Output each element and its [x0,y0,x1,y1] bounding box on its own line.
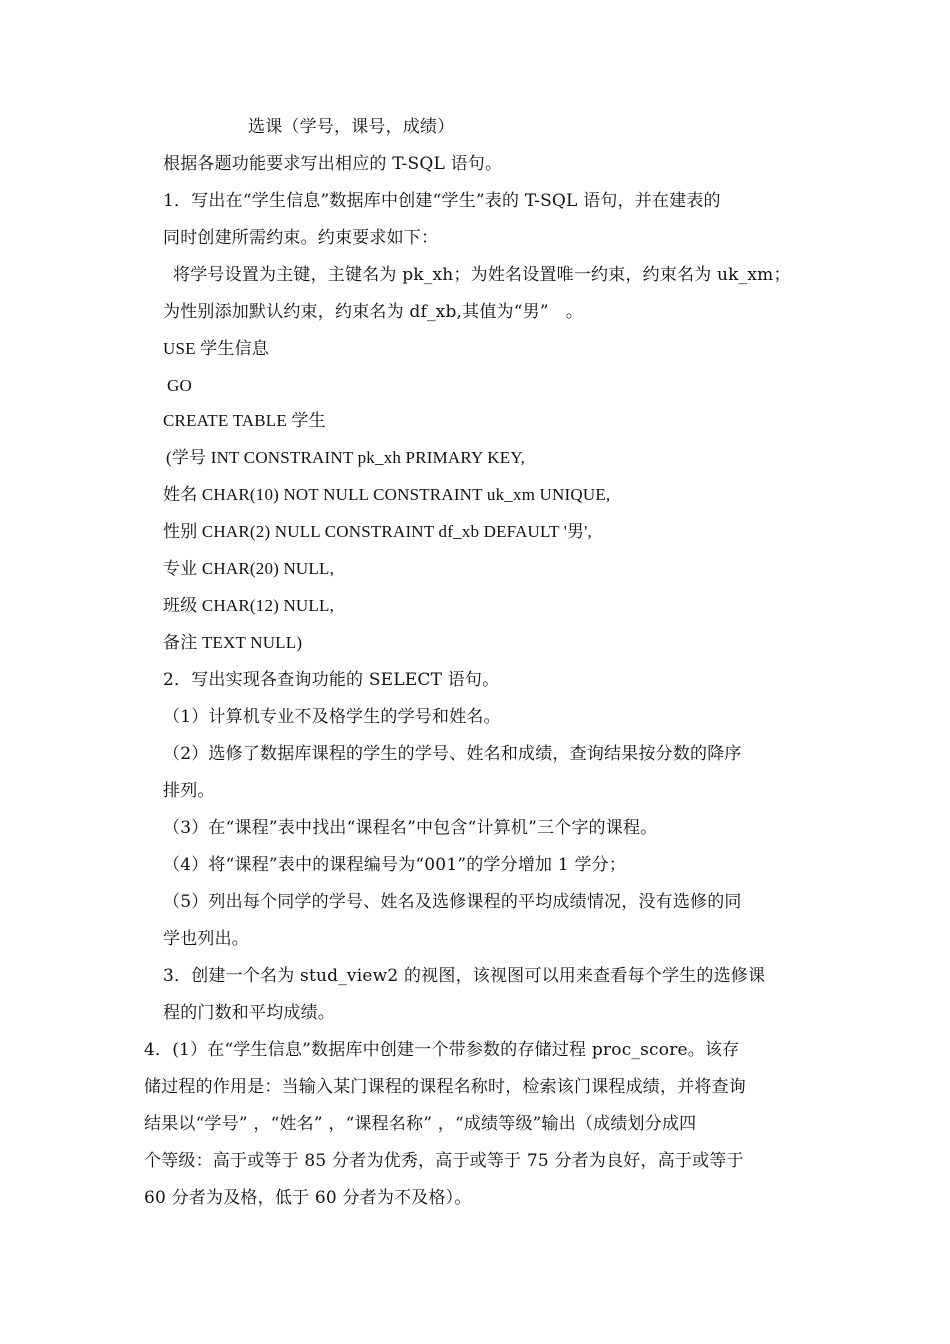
question-4-line-4: 个等级：高于或等于 85 分者为优秀，高于或等于 75 分者为良好，高于或等于 [144,1151,744,1171]
code-line-beizhu: 备注 TEXT NULL) [163,633,303,652]
code-line-xingming: 姓名 CHAR(10) NOT NULL CONSTRAINT uk_xm UNIQUE, [163,485,611,504]
question-2-item-2-line-2: 排列。 [163,781,215,801]
table-schema-line: 选课（学号，课号，成绩） [248,117,455,137]
code-line-create-table: CREATE TABLE 学生 [163,411,326,430]
question-2-item-1: （1）计算机专业不及格学生的学号和姓名。 [163,707,501,727]
code-line-go: GO [167,376,192,395]
question-2-item-4: （4）将“课程”表中的课程编号为“001”的学分增加 1 学分； [163,855,627,875]
constraint-line-2: 为性别添加默认约束，约束名为 df_xb,其值为“男” 。 [163,302,584,322]
question-2-item-5-line-1: （5）列出每个同学的学号、姓名及选修课程的平均成绩情况，没有选修的同 [163,892,742,912]
question-4-line-2: 储过程的作用是：当输入某门课程的课程名称时，检索该门课程成绩，并将查询 [144,1077,746,1097]
question-1-line-1: 1．写出在“学生信息”数据库中创建“学生”表的 T-SQL 语句，并在建表的 [163,191,721,211]
question-2-item-5-line-2: 学也列出。 [163,929,249,949]
question-4-line-1: 4．(1）在“学生信息”数据库中创建一个带参数的存储过程 proc_score。该存 [144,1040,740,1060]
question-3-line-2: 程的门数和平均成绩。 [163,1003,335,1023]
question-4-line-5: 60 分者为及格，低于 60 分者为不及格）。 [144,1188,472,1208]
instruction-line: 根据各题功能要求写出相应的 T-SQL 语句。 [163,154,503,174]
question-2-item-3: （3）在“课程”表中找出“课程名”中包含“计算机”三个字的课程。 [163,818,658,838]
code-line-use: USE 学生信息 [163,339,269,358]
question-4-line-3: 结果以“学号” ，“姓名” ，“课程名称” ，“成绩等级”输出（成绩划分成四 [144,1114,697,1134]
code-line-xingbie: 性别 CHAR(2) NULL CONSTRAINT df_xb DEFAULT '男', [163,522,592,541]
question-3-line-1: 3．创建一个名为 stud_view2 的视图，该视图可以用来查看每个学生的选修课 [163,966,766,986]
code-line-zhuanye: 专业 CHAR(20) NULL, [163,559,335,578]
constraint-line-1: 将学号设置为主键，主键名为 pk_xh；为姓名设置唯一约束，约束名为 uk_xm； [173,265,791,285]
code-line-xuehao: (学号 INT CONSTRAINT pk_xh PRIMARY KEY, [166,448,526,467]
code-line-banji: 班级 CHAR(12) NULL, [163,596,335,615]
question-2-item-2-line-1: （2）选修了数据库课程的学生的学号、姓名和成绩，查询结果按分数的降序 [163,744,742,764]
question-1-line-2: 同时创建所需约束。约束要求如下： [163,228,439,248]
question-2-line: 2．写出实现各查询功能的 SELECT 语句。 [163,670,500,690]
